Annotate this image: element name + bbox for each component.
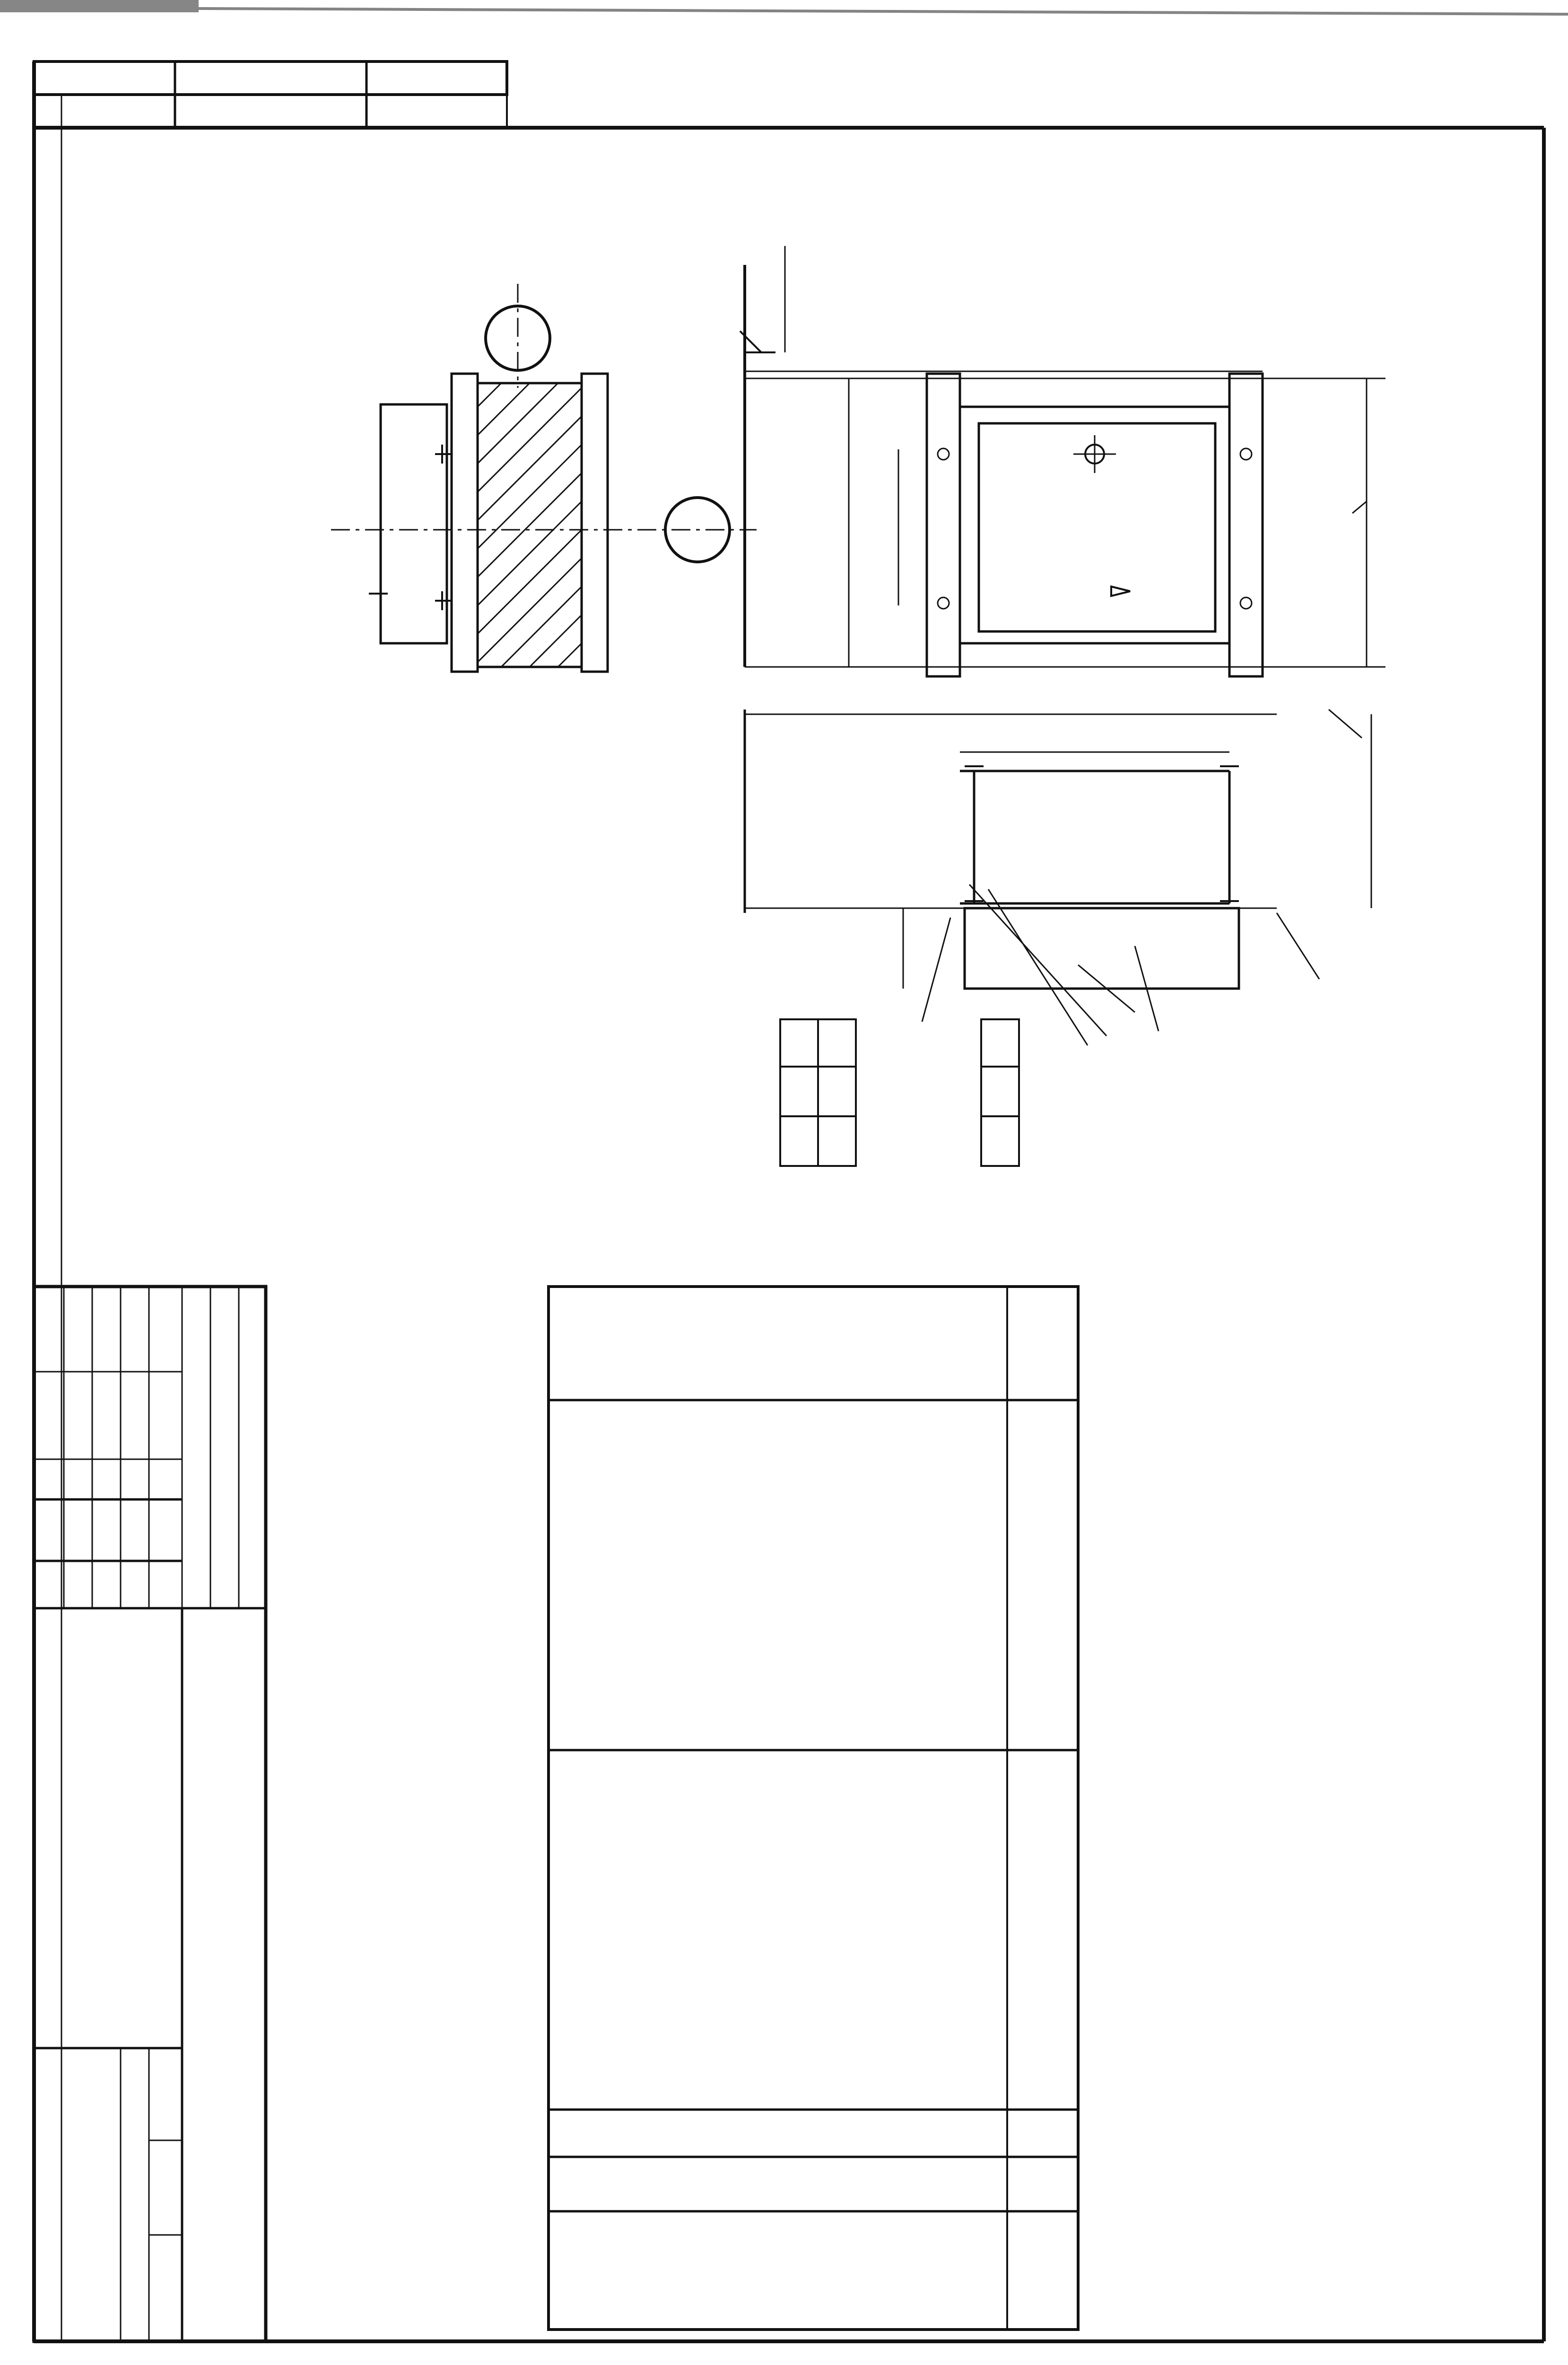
scan-smudge	[0, 0, 199, 12]
